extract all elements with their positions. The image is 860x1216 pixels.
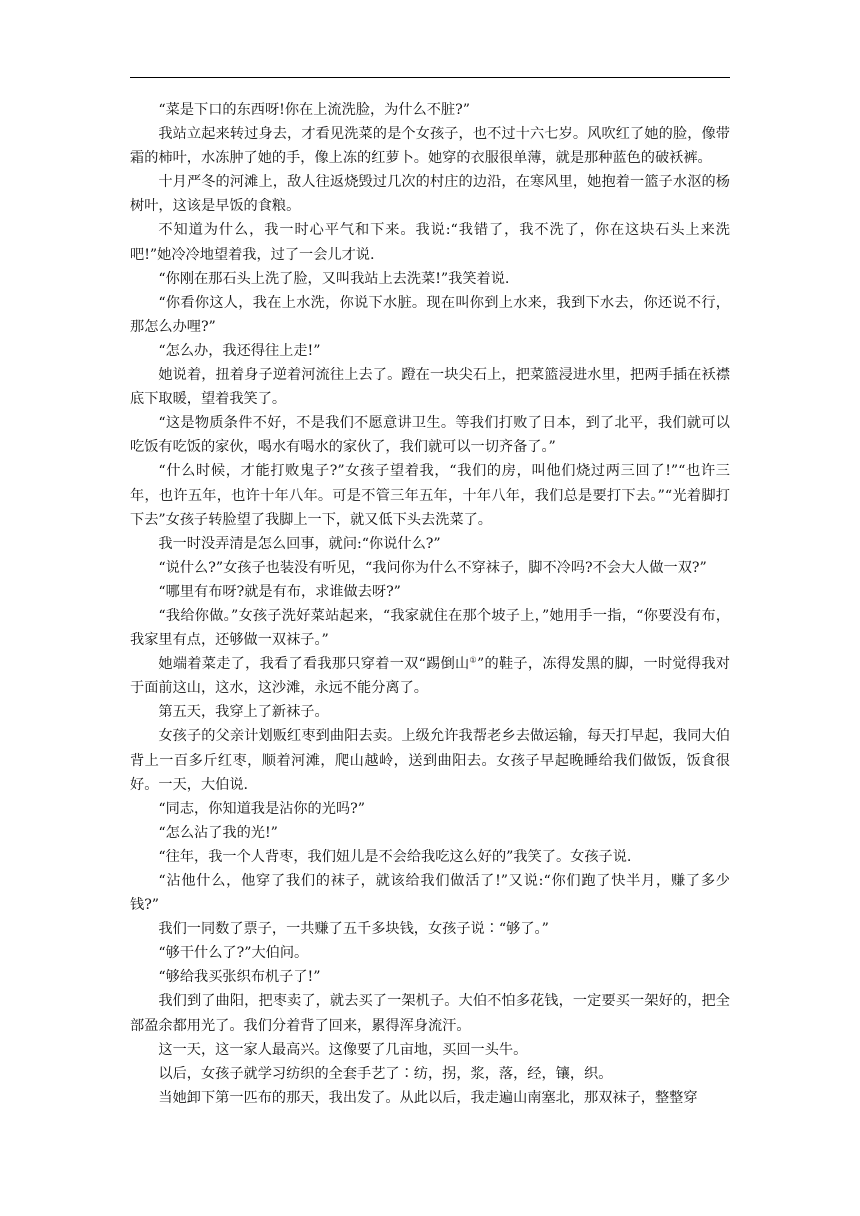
- paragraph: “怎么办，我还得往上走!”: [158, 342, 321, 359]
- article-body: [130, 98, 730, 1110]
- paragraph: 以后，女孩子就学习纺织的全套手艺了∶纺，拐，浆，落，经，镶，织。: [158, 1065, 613, 1082]
- paragraph: 第五天，我穿上了新袜子。: [158, 704, 329, 721]
- paragraph: “什么时候，才能打败鬼子?”女孩子望着我，“我们的房，叫他们烧过两三回了!”“也许三年，也许五年，也许十年八年。可是不管三年五年，十年八年，我们总是要打下去。”“光着脚打下去”女孩子转脸望了我脚上一下，就又低下头去洗菜了。: [130, 463, 730, 528]
- paragraph-text: 她端着菜走了，我看了看我那只穿着一双“踢倒山: [158, 656, 470, 673]
- paragraph: 这一天，这一家人最高兴。这像要了几亩地，买回一头牛。: [158, 1041, 528, 1058]
- paragraph: “往年，我一个人背枣，我们妞儿是不会给我吃这么好的”我笑了。女孩子说.: [158, 848, 632, 865]
- paragraph: 我一时没弄清是怎么回事，就问:“你说什么?”: [158, 535, 441, 552]
- paragraph: 不知道为什么，我一时心平气和下来。我说:“我错了，我不洗了，你在这块石头上来洗吧!”她冷冷地望着我，过了一会儿才说.: [130, 222, 730, 263]
- paragraph: “说什么?”女孩子也装没有听见，“我问你为什么不穿袜子，脚不冷吗?不会大人做一双?”: [158, 559, 707, 576]
- paragraph: “同志，你知道我是沾你的光吗?”: [158, 800, 365, 817]
- paragraph: “够给我买张织布机子了!”: [158, 969, 321, 986]
- paragraph: “你刚在那石头上洗了脸，又叫我站上去洗菜!”我笑着说.: [158, 270, 510, 287]
- footnote-marker: ①: [469, 655, 477, 665]
- paragraph: “够干什么了?”大伯问。: [158, 945, 309, 962]
- paragraph: 女孩子的父亲计划贩红枣到曲阳去卖。上级允许我帮老乡去做运输，每天打早起，我同大伯背上一百多斤红枣，顺着河滩，爬山越岭，送到曲阳去。女孩子早起晚睡给我们做饭，饭食很好。一天，大伯说.: [130, 728, 730, 793]
- paragraph: 我们到了曲阳，把枣卖了，就去买了一架机子。大伯不怕多花钱，一定要买一架好的，把全部盈余都用光了。我们分着背了回来，累得浑身流汗。: [130, 993, 730, 1034]
- paragraph: 我站立起来转过身去，才看见洗菜的是个女孩子，也不过十六七岁。风吹红了她的脸，像带霜的柿叶，水冻肿了她的手，像上冻的红萝卜。她穿的衣服很单薄，就是那种蓝色的破袄裤。: [130, 126, 730, 167]
- paragraph-text: ”的鞋子，冻得发黑的脚，一时觉得我对于面前这山，这水，这沙滩，永远不能分离了。: [130, 656, 730, 697]
- paragraph: 我们一同数了票子，一共赚了五千多块钱，女孩子说∶“够了。”: [158, 921, 549, 938]
- paragraph: 当她卸下第一匹布的那天，我出发了。从此以后，我走遍山南塞北，那双袜子，整整穿: [158, 1089, 698, 1106]
- paragraph: “这是物质条件不好，不是我们不愿意讲卫生。等我们打败了日本，到了北平，我们就可以吃饭有吃饭的家伙，喝水有喝水的家伙了，我们就可以一切齐备了。”: [130, 415, 730, 456]
- paragraph: [130, 652, 730, 700]
- paragraph: “沾他什么，他穿了我们的袜子，就该给我们做活了!”又说:“你们跑了快半月，赚了多少钱?”: [130, 873, 730, 914]
- paragraph: “怎么沾了我的光!”: [158, 824, 278, 841]
- paragraph: 十月严冬的河滩上，敌人往返烧毁过几次的村庄的边沿，在寒风里，她抱着一篮子水沤的杨树叶，这该是早饭的食粮。: [130, 174, 730, 215]
- paragraph: “你看你这人，我在上水洗，你说下水脏。现在叫你到上水来，我到下水去，你还说不行，那怎么办哩?”: [130, 294, 730, 335]
- paragraph: “哪里有布呀?就是有布，求谁做去呀?”: [158, 583, 401, 600]
- paragraph: 她说着，扭着身子逆着河流往上去了。蹬在一块尖石上，把菜篮浸进水里，把两手插在袄襟底下取暖，望着我笑了。: [130, 367, 730, 408]
- paragraph: “我给你做。”女孩子洗好菜站起来，“我家就住在那个坡子上，”她用手一指，“你要没有布，我家里有点，还够做一双袜子。”: [130, 607, 730, 649]
- header-rule: [130, 77, 730, 78]
- paragraph: “菜是下口的东西呀!你在上流洗脸，为什么不脏?”: [158, 102, 470, 118]
